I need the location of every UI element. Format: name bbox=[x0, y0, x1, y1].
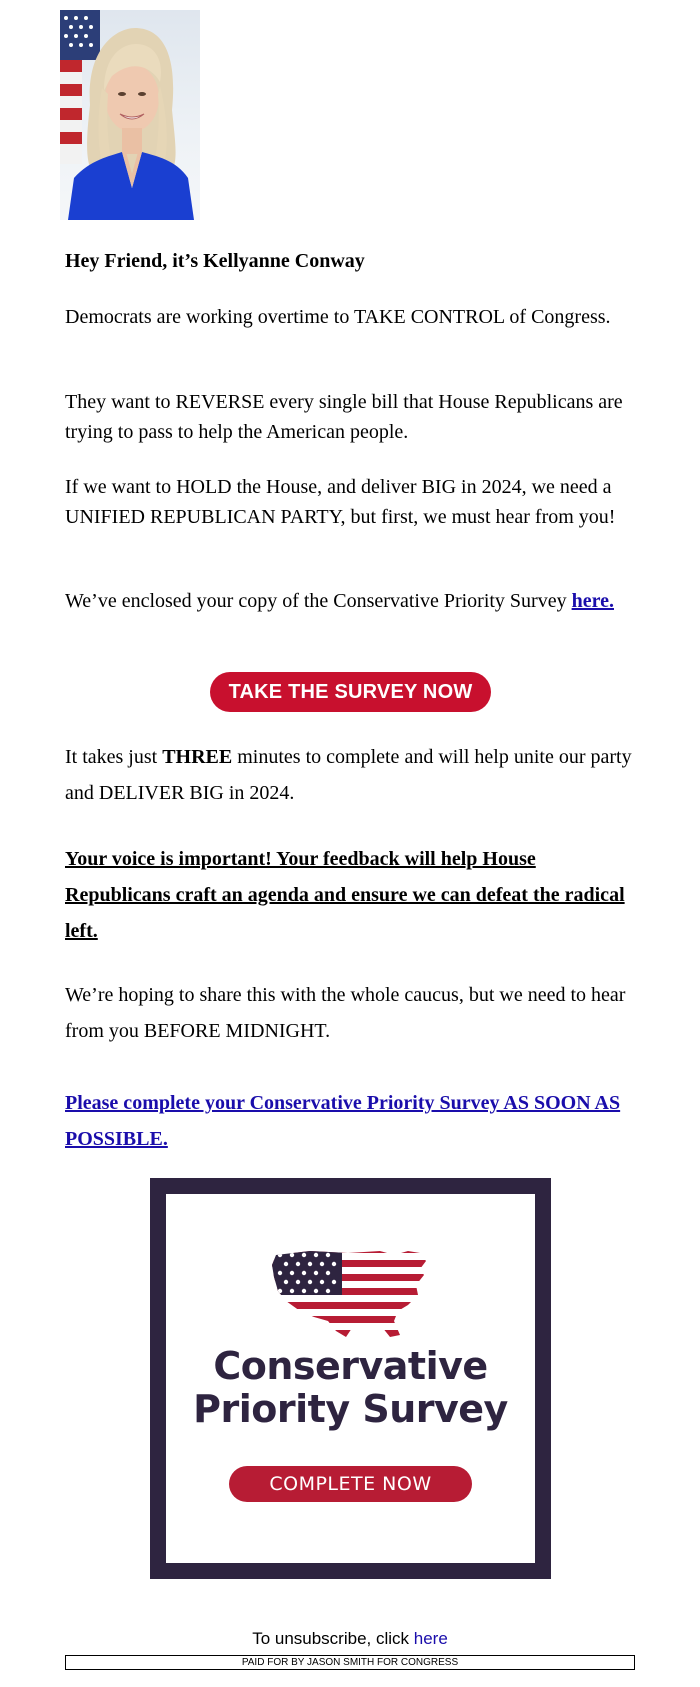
three-minutes-suffix: minutes to complete and will help unite our party and DELIVER BIG in 2024. bbox=[65, 746, 632, 804]
paragraph-enclosed-survey bbox=[65, 586, 640, 616]
unsubscribe-line bbox=[0, 1628, 700, 1650]
portrait-photo bbox=[60, 10, 200, 220]
unsubscribe-link[interactable]: here bbox=[413, 1629, 448, 1648]
paragraph-three-minutes bbox=[65, 739, 640, 811]
paragraph-complete-survey bbox=[65, 1085, 640, 1157]
complete-survey-link[interactable]: Please complete your Conservative Priority Survey AS SOON AS POSSIBLE. bbox=[65, 1092, 621, 1150]
complete-now-button[interactable]: COMPLETE NOW bbox=[229, 1466, 472, 1502]
us-flag-map-icon bbox=[270, 1245, 430, 1346]
enclosed-survey-text: We’ve enclosed your copy of the Conservative Priority Survey bbox=[65, 590, 572, 612]
paragraph-voice-important: Your voice is important! Your feedback will help House Republicans craft an agenda and ensure we can defeat the radical left. bbox=[65, 848, 625, 942]
three-minutes-prefix: It takes just bbox=[65, 746, 163, 768]
survey-banner[interactable] bbox=[150, 1178, 551, 1579]
paragraph-before-midnight: We’re hoping to share this with the whole caucus, but we need to hear from you BEFORE MIDNIGHT. bbox=[65, 984, 626, 1042]
survey-here-link[interactable]: here. bbox=[571, 590, 614, 612]
paragraph-hold-house: If we want to HOLD the House, and deliver BIG in 2024, we need a UNIFIED REPUBLICAN PARTY, but first, we must hear from you! bbox=[65, 476, 616, 528]
survey-banner-inner bbox=[166, 1194, 535, 1563]
three-minutes-bold: THREE bbox=[162, 746, 233, 768]
portrait-image bbox=[60, 10, 200, 220]
paid-for-disclaimer: PAID FOR BY JASON SMITH FOR CONGRESS bbox=[65, 1655, 635, 1670]
paragraph-take-control: Democrats are working overtime to TAKE CONTROL of Congress. bbox=[65, 306, 611, 328]
banner-title-line2: Priority Survey bbox=[193, 1387, 508, 1431]
take-survey-button[interactable]: TAKE THE SURVEY NOW bbox=[210, 672, 491, 712]
banner-title-line1: Conservative bbox=[213, 1344, 488, 1388]
paragraph-reverse: They want to REVERSE every single bill that House Republicans are trying to pass to help the American people. bbox=[65, 391, 623, 443]
greeting-heading: Hey Friend, it’s Kellyanne Conway bbox=[65, 250, 365, 272]
unsubscribe-text: To unsubscribe, click bbox=[252, 1629, 414, 1648]
